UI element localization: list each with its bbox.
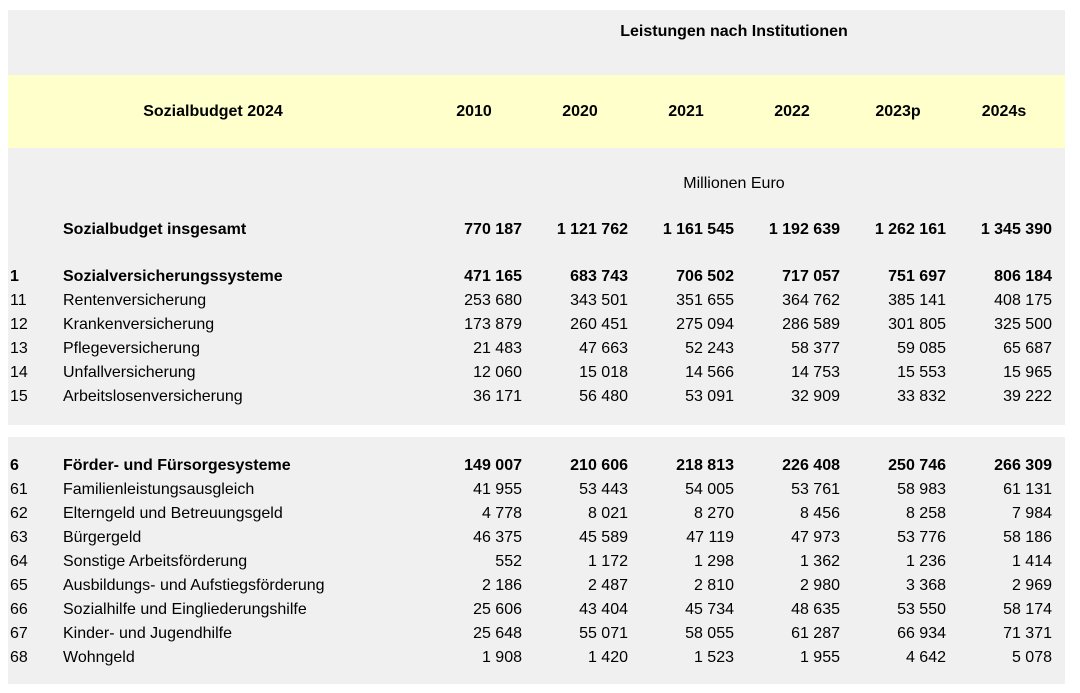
row-code [10, 218, 63, 242]
value-cell: 1 298 [693, 553, 734, 570]
value-cell: 54 005 [685, 481, 734, 498]
value-cell: 25 606 [473, 601, 522, 618]
value-cell: 47 663 [579, 340, 628, 357]
row-code: 67 [10, 625, 28, 642]
row-code: 14 [10, 364, 28, 381]
value-cell: 59 085 [897, 340, 946, 357]
value-cell: 1 172 [587, 553, 628, 570]
value-cell: 1 908 [481, 649, 522, 666]
value-cell: 47 973 [791, 529, 840, 546]
value-cell: 52 243 [685, 340, 734, 357]
value-cell: 260 451 [570, 316, 628, 333]
value-cell: 45 589 [579, 529, 628, 546]
row-code: 61 [10, 481, 28, 498]
value-cell: 1 955 [799, 649, 840, 666]
value-cell: 71 371 [1003, 625, 1052, 642]
table-row [8, 574, 1065, 598]
value-cell: 385 141 [888, 292, 946, 309]
value-cell: 36 171 [473, 388, 522, 405]
row-label: Krankenversicherung [63, 316, 215, 333]
value-cell: 47 119 [686, 529, 734, 546]
unit-label: Millionen Euro [683, 175, 785, 192]
row-code: 66 [10, 601, 28, 618]
section-social-insurance-rows [8, 265, 1065, 409]
value-cell: 8 456 [799, 505, 840, 522]
table-row [8, 502, 1065, 526]
value-cell: 15 553 [897, 364, 946, 381]
value-cell: 1 362 [799, 553, 840, 570]
total-row-container [8, 218, 1065, 242]
value-cell: 1 262 161 [874, 221, 946, 238]
value-cell: 1 236 [905, 553, 946, 570]
value-cell: 1 523 [693, 649, 734, 666]
table-row [8, 454, 1065, 478]
value-cell: 39 222 [1003, 388, 1052, 405]
value-cell: 552 [495, 553, 522, 570]
value-cell: 45 734 [685, 601, 734, 618]
value-cell: 751 697 [888, 268, 946, 285]
value-cell: 218 813 [676, 457, 734, 474]
table-row [8, 385, 1065, 409]
header-band [8, 75, 1065, 148]
value-cell: 351 655 [676, 292, 734, 309]
value-cell: 3 368 [905, 577, 946, 594]
value-cell: 250 746 [888, 457, 946, 474]
value-cell: 21 483 [473, 340, 522, 357]
value-cell: 41 955 [473, 481, 522, 498]
row-label: Ausbildungs- und Aufstiegsförderung [63, 577, 325, 594]
table-row [8, 598, 1065, 622]
year-header: 2023p [875, 102, 921, 120]
value-cell: 25 648 [473, 625, 522, 642]
value-cell: 343 501 [570, 292, 628, 309]
row-label: Förder- und Fürsorgesysteme [63, 457, 291, 474]
row-code: 11 [10, 292, 27, 309]
value-cell: 5 078 [1011, 649, 1052, 666]
value-cell: 58 186 [1003, 529, 1052, 546]
table-row [8, 622, 1065, 646]
value-cell: 8 258 [905, 505, 946, 522]
value-cell: 43 404 [579, 601, 628, 618]
row-label: Sozialversicherungssysteme [63, 268, 283, 285]
value-cell: 1 345 390 [980, 221, 1052, 238]
row-code: 62 [10, 505, 28, 522]
year-header: 2020 [562, 102, 598, 120]
table-title: Leistungen nach Institutionen [620, 23, 848, 40]
table-upper-block [8, 10, 1065, 425]
value-cell: 33 832 [897, 388, 946, 405]
row-label: Unfallversicherung [63, 364, 196, 381]
value-cell: 770 187 [464, 221, 522, 238]
row-code: 65 [10, 577, 28, 594]
value-cell: 210 606 [570, 457, 628, 474]
value-cell: 58 055 [685, 625, 734, 642]
row-label: Sozialbudget insgesamt [63, 221, 247, 238]
value-cell: 2 810 [693, 577, 734, 594]
value-cell: 7 984 [1011, 505, 1052, 522]
value-cell: 2 487 [587, 577, 628, 594]
value-cell: 58 174 [1003, 601, 1052, 618]
table-content [8, 10, 1065, 684]
row-label: Elterngeld und Betreuungsgeld [63, 505, 283, 522]
value-cell: 471 165 [464, 268, 522, 285]
value-cell: 408 175 [994, 292, 1052, 309]
row-label: Wohngeld [63, 649, 135, 666]
value-cell: 2 969 [1011, 577, 1052, 594]
value-cell: 364 762 [782, 292, 840, 309]
table-lower-block [8, 437, 1065, 684]
value-cell: 149 007 [464, 457, 522, 474]
row-code: 6 [10, 457, 19, 474]
value-cell: 15 018 [579, 364, 628, 381]
value-cell: 61 287 [791, 625, 840, 642]
value-cell: 4 778 [481, 505, 522, 522]
value-cell: 226 408 [782, 457, 840, 474]
value-cell: 66 934 [897, 625, 946, 642]
value-cell: 53 443 [579, 481, 628, 498]
value-cell: 173 879 [464, 316, 522, 333]
value-cell: 2 980 [799, 577, 840, 594]
value-cell: 15 965 [1003, 364, 1052, 381]
table-row [8, 550, 1065, 574]
value-cell: 2 186 [481, 577, 522, 594]
value-cell: 53 761 [791, 481, 840, 498]
row-code: 63 [10, 529, 28, 546]
value-cell: 1 414 [1011, 553, 1052, 570]
year-header: 2010 [456, 102, 492, 120]
value-cell: 61 131 [1003, 481, 1052, 498]
value-cell: 806 184 [994, 268, 1052, 285]
row-label: Sonstige Arbeitsförderung [63, 553, 248, 570]
section-promotion-welfare-rows [8, 454, 1065, 670]
value-cell: 53 091 [685, 388, 734, 405]
value-cell: 325 500 [994, 316, 1052, 333]
table-row [8, 478, 1065, 502]
value-cell: 58 983 [897, 481, 946, 498]
value-cell: 706 502 [676, 268, 734, 285]
header-label: Sozialbudget 2024 [143, 102, 283, 120]
value-cell: 1 161 545 [662, 221, 734, 238]
table-row [8, 526, 1065, 550]
row-code: 1 [10, 268, 19, 285]
row-label: Arbeitslosenversicherung [63, 388, 243, 405]
value-cell: 8 270 [693, 505, 734, 522]
value-cell: 46 375 [473, 529, 522, 546]
value-cell: 683 743 [570, 268, 628, 285]
year-header: 2022 [774, 102, 810, 120]
table-row [8, 265, 1065, 289]
row-code: 15 [10, 388, 28, 405]
value-cell: 1 420 [587, 649, 628, 666]
row-label: Familienleistungsausgleich [63, 481, 255, 498]
value-cell: 14 566 [685, 364, 734, 381]
table-row [8, 218, 1065, 242]
table-row [8, 289, 1065, 313]
row-label: Rentenversicherung [63, 292, 207, 309]
table-row [8, 337, 1065, 361]
row-code: 64 [10, 553, 28, 570]
value-cell: 65 687 [1003, 340, 1052, 357]
table-row [8, 313, 1065, 337]
value-cell: 32 909 [791, 388, 840, 405]
row-label: Pflegeversicherung [63, 340, 200, 357]
value-cell: 8 021 [587, 505, 628, 522]
value-cell: 53 776 [897, 529, 946, 546]
table-row [8, 361, 1065, 385]
row-label: Bürgergeld [63, 529, 142, 546]
row-code: 13 [10, 340, 28, 357]
value-cell: 286 589 [782, 316, 840, 333]
value-cell: 253 680 [464, 292, 522, 309]
row-code: 68 [10, 649, 28, 666]
value-cell: 1 121 762 [556, 221, 628, 238]
year-header: 2024s [981, 102, 1027, 120]
value-cell: 717 057 [782, 268, 840, 285]
table-row [8, 646, 1065, 670]
value-cell: 1 192 639 [768, 221, 840, 238]
value-cell: 301 805 [888, 316, 946, 333]
value-cell: 48 635 [791, 601, 840, 618]
value-cell: 4 642 [905, 649, 946, 666]
row-label: Kinder- und Jugendhilfe [63, 625, 233, 642]
value-cell: 275 094 [676, 316, 734, 333]
year-header: 2021 [668, 102, 704, 120]
row-label: Sozialhilfe und Eingliederungshilfe [63, 601, 307, 618]
value-cell: 56 480 [579, 388, 628, 405]
value-cell: 266 309 [994, 457, 1052, 474]
value-cell: 12 060 [473, 364, 522, 381]
value-cell: 58 377 [791, 340, 840, 357]
row-code: 12 [10, 316, 28, 333]
value-cell: 53 550 [897, 601, 946, 618]
value-cell: 55 071 [579, 625, 628, 642]
value-cell: 14 753 [791, 364, 840, 381]
